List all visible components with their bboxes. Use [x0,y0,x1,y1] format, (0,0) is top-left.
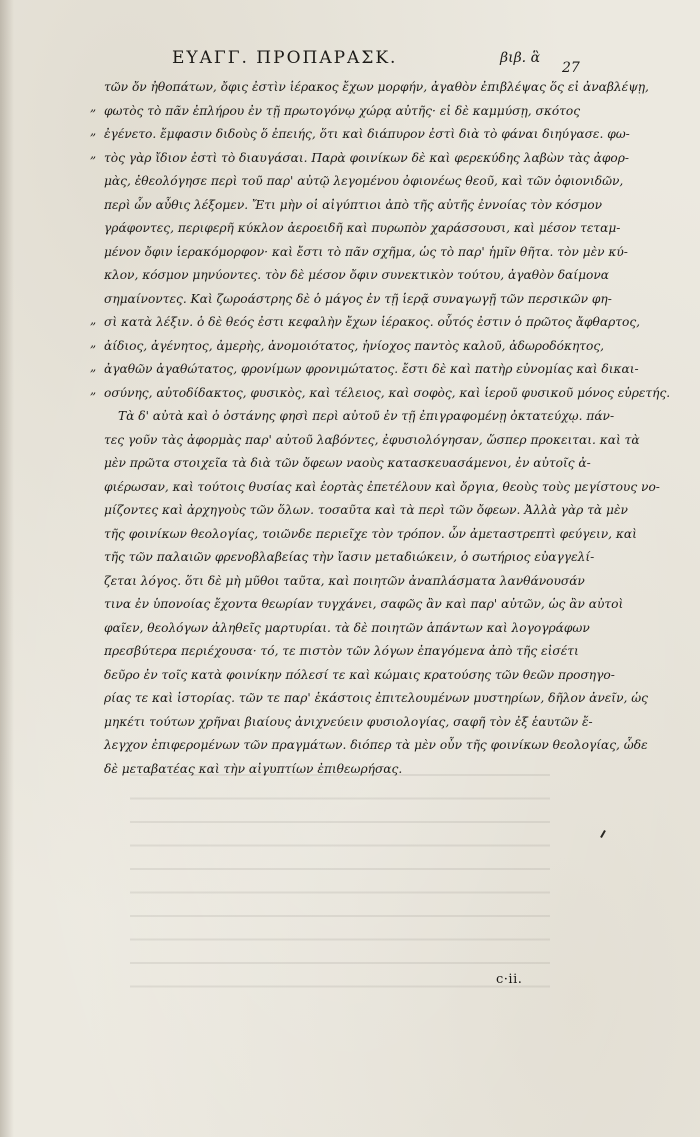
text-line: κλον, κόσμον μηνύοντες. τὸν δὲ μέσον ὄφιν συνεκτικὸν τούτου, ἀγαθὸν δαίμονα [104,268,609,282]
quotation-mark: „ [90,147,97,161]
text-line: περὶ ὧν αὖθις λέξομεν. Ἔτι μὴν οἱ αἰγύπτιοι ἀπὸ τῆς αὐτῆς ἐννοίας τὸν κόσμον [104,197,603,212]
text-line: τῆς φοινίκων θεολογίας, τοιῶνδε περιεῖχε τὸν τρόπον. ὧν ἀμεταστρεπτὶ φεύγειν, καὶ [104,526,637,541]
quotation-mark: „ [90,100,97,114]
text-line: ἐγένετο. ἔμφασιν διδοὺς ὅ ἐπειής, ὅτι καὶ διάπυρον ἐστὶ διὰ τὸ φάναι διηύγασε. φω- [104,127,630,141]
text-line: δεῦρο ἐν τοῖς κατὰ φοινίκην πόλεσί τε καὶ κώμαις κρατούσης τῶν θεῶν προσηγο- [104,667,615,682]
body-text [104,76,671,781]
text-line: μὰς, ἐθεολόγησε περὶ τοῦ παρ' αὐτῷ λεγομένου ὀφιονέως θεοῦ, καὶ τῶν ὀφιονιδῶν, [104,174,624,188]
quotation-mark: „ [90,124,97,138]
text-line: μένον ὄφιν ἱερακόμορφον· καὶ ἔστι τὸ πᾶν σχῆμα, ὡς τὸ παρ' ἡμῖν θῆτα. τὸν μὲν κύ- [104,244,628,259]
text-line: πρεσβύτερα περιέχουσα· τό, τε πιστὸν τῶν λόγων ἐπαγόμενα ἀπὸ τῆς εἰσέτι [104,644,579,658]
text-line: ἀγαθῶν ἀγαθώτατος, φρονίμων φρονιμώτατος. ἔστι δὲ καὶ πατὴρ εὐνομίας καὶ δικαι- [104,362,639,376]
text-line: σὶ κατὰ λέξιν. ὁ δὲ θεός ἐστι κεφαλὴν ἔχων ἱέρακος. οὗτός ἐστιν ὁ πρῶτος ἄφθαρτος, [104,315,641,329]
text-line: μίζοντες καὶ ἀρχηγοὺς τῶν ὅλων. τοσαῦτα καὶ τὰ περὶ τῶν ὄφεων. Ἀλλὰ γὰρ τὰ μὲν [104,503,628,517]
text-line: ζεται λόγος. ὅτι δὲ μὴ μῦθοι ταῦτα, καὶ ποιητῶν ἀναπλάσματα λανθάνουσάν [104,573,585,588]
text-line: φωτὸς τὸ πᾶν ἐπλήρου ἐν τῇ πρωτογόνῳ χώρᾳ αὐτῆς· εἰ δὲ καμμύσῃ, σκότος [104,103,581,118]
text-line: τινα ἐν ὑπονοίας ἔχοντα θεωρίαν τυγχάνει, σαφῶς ἂν καὶ παρ' αὐτῶν, ὡς ἂν αὐτοὶ [104,597,624,611]
text-line: ἀίδιος, ἀγένητος, ἀμερὴς, ἀνομοιότατος, ἡνίοχος παντὸς καλοῦ, ἀδωροδόκητος, [104,338,605,353]
book-number: βιβ. ἃ [500,50,541,66]
signature-mark: c·ii. [496,972,523,987]
text-line: τες γοῦν τὰς ἀφορμὰς παρ' αὐτοῦ λαβόντες, ἐφυσιολόγησαν, ὥσπερ προκειται. καὶ τὰ [104,432,640,447]
ink-show-through [130,760,550,1000]
text-line: γράφοντες, περιφερῆ κύκλον ἀεροειδῆ καὶ πυρωπὸν χαράσσουσι, καὶ μέσον τεταμ- [104,221,621,235]
quotation-mark: „ [90,383,97,397]
quotation-mark: „ [90,336,97,350]
ink-mark [600,830,606,838]
text-line: μηκέτι τούτων χρῆναι βιαίους ἀνιχνεύειν φυσιολογίας, σαφῆ τὸν ἐξ ἑαυτῶν ἔ- [104,714,593,729]
text-line: λεγχον ἐπιφερομένων τῶν πραγμάτων. διόπερ τὰ μὲν οὖν τῆς φοινίκων θεολογίας, ὧδε [104,738,648,752]
page-number: 27 [562,60,580,76]
text-line: φιέρωσαν, καὶ τούτοις θυσίας καὶ ἑορτὰς ἐπετέλουν καὶ ὄργια, θεοὺς τοὺς μεγίστους νο- [104,479,660,494]
text-line: μὲν πρῶτα στοιχεῖα τὰ διὰ τῶν ὄφεων ναοὺς κατασκευασάμενοι, ἐν αὐτοῖς ἀ- [104,456,591,470]
text-line: ρίας τε καὶ ἱστορίας. τῶν τε παρ' ἑκάστοις ἐπιτελουμένων μυστηρίων, δῆλον ἀνεῖν, ὡς [104,691,648,705]
text-line: δὲ μεταβατέας καὶ τὴν αἰγυπτίων ἐπιθεωρήσας. [104,761,403,776]
text-line: σημαίνοντες. Καὶ ζωροάστρης δὲ ὁ μάγος ἐν τῇ ἱερᾷ συναγωγῇ τῶν περσικῶν φη- [104,291,612,306]
text-line: οσύνης, αὐτοδίδακτος, φυσικὸς, καὶ τέλειος, καὶ σοφὸς, καὶ ἱεροῦ φυσικοῦ μόνος εὑρετής. [104,385,671,400]
running-title: ΕΥΑΓΓ. ΠΡΟΠΑΡΑΣΚ. [172,48,398,68]
quotation-mark: „ [90,360,97,374]
running-head [130,48,600,74]
text-line: τὸς γὰρ ἴδιον ἐστὶ τὸ διαυγάσαι. Παρὰ φοινίκων δὲ καὶ φερεκύδης λαβὼν τὰς ἀφορ- [104,150,630,165]
text-line: τῶν ὄν ἠθοπάτων, ὄφις ἐστὶν ἱέρακος ἔχων μορφήν, ἀγαθὸν ἐπιβλέψας ὅς εἰ ἀναβλέψῃ, [104,80,649,94]
page-gutter-shadow [0,0,14,1137]
paragraph-start-line: Τὰ δ' αὐτὰ καὶ ὁ ὀστάνης φησὶ περὶ αὐτοῦ ἐν τῇ ἐπιγραφομένῃ ὀκτατεύχῳ. πάν- [118,409,615,423]
quotation-mark: „ [90,313,97,327]
text-line: τῆς τῶν παλαιῶν φρενοβλαβείας τὴν ἴασιν μεταδιώκειν, ὁ σωτήριος εὐαγγελί- [104,550,595,564]
text-line: φαῖεν, θεολόγων ἀληθεῖς μαρτυρίαι. τὰ δὲ ποιητῶν ἁπάντων καὶ λογογράφων [104,620,590,635]
